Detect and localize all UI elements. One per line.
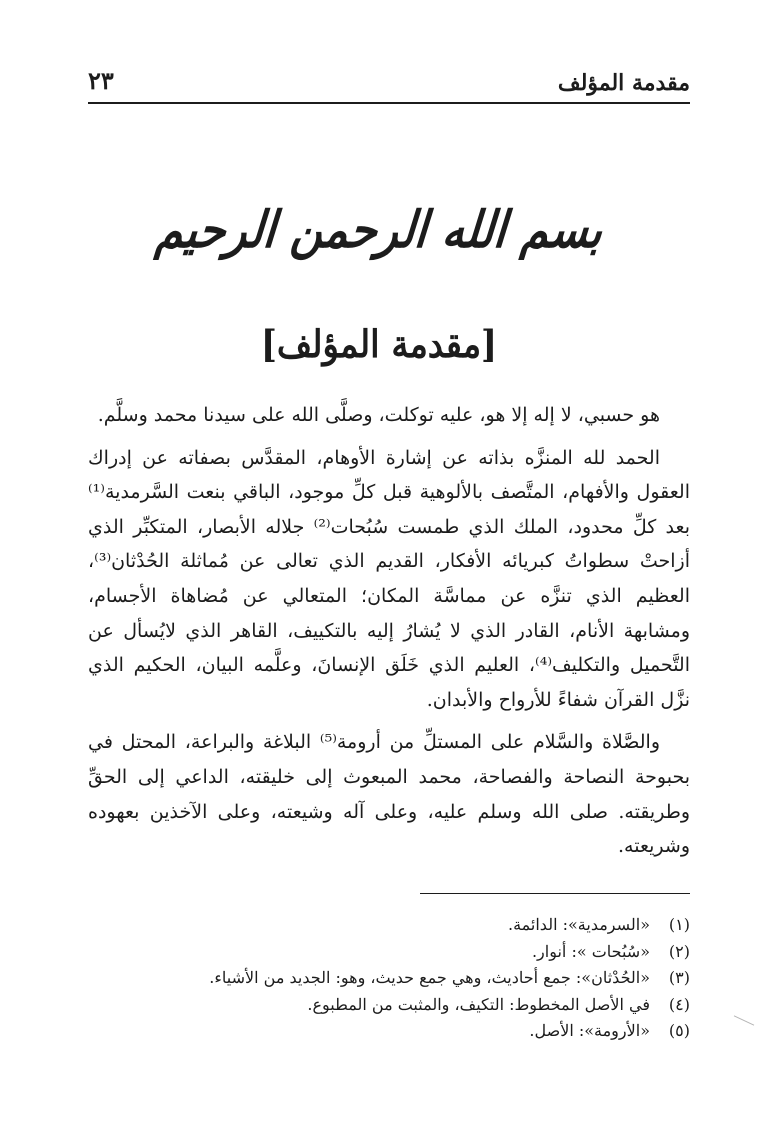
footnote-separator bbox=[420, 893, 690, 894]
footnote bbox=[88, 992, 690, 1019]
footnote bbox=[88, 912, 690, 939]
footnote-text: «الحُدْثان»: جمع أحاديث، وهي جمع حديث، وهو: الجديد من الأشياء. bbox=[209, 968, 650, 988]
footnote-text: «السرمدية»: الدائمة. bbox=[507, 915, 650, 934]
paragraph: هو حسبي، لا إله إلا هو، عليه توكلت، وصلَّى الله على سيدنا محمد وسلَّم. bbox=[97, 404, 660, 426]
body-text bbox=[88, 398, 690, 872]
paragraph: الحمد لله المنزَّه بذاته عن إشارة الأوهام، المقدَّس بصفاته عن إدراك العقول والأفهام، المتَّصف بالألوهية قبل كلِّ موجود، الباقي بنعت السَّرمدية⁽¹⁾ بعد كلِّ محدود، الملك الذي طمست سُبُحات⁽²⁾ جلاله الأبصار، المتكبِّر الذي أزاحتْ سطواتُ كبريائه الأفكار، القديم الذي تعالى عن مُماثلة الحُدْثان⁽³⁾، العظيم الذي تنزَّه عن مماسَّة المكان؛ المتعالي عن مُضاهاة الأجسام، ومشابهة الأنام، القادر الذي لا يُشارُ إليه بالتكييف، القاهر الذي لايُسأل عن التَّحميل والتكليف⁽⁴⁾، العليم الذي خَلَق الإنسانَ، وعلَّمه البيان، الحكيم الذي نزَّل القرآن شفاءً للأرواح والأبدان. bbox=[88, 446, 690, 711]
footnote-text: «الأرومة»: الأصل. bbox=[529, 1021, 650, 1041]
page-header bbox=[88, 62, 690, 102]
running-title: مقدمة المؤلف bbox=[557, 70, 690, 96]
footnote-text: «سُبُحات »: أنوار. bbox=[531, 941, 650, 961]
section-title: [مقدمة المؤلف] bbox=[260, 323, 498, 367]
paragraph: والصَّلاة والسَّلام على المستلِّ من أرومة⁽⁵⁾ البلاغة والبراعة، المحتل في بحبوحة النصاحة والفصاحة، محمد المبعوث إلى خليقته، الداعي إلى الحقِّ وطريقته. صلى الله وسلم عليه، وعلى آله وشيعته، وعلى الآخذين بعهوده وشريعته. bbox=[88, 731, 690, 858]
basmala-calligraphy: بسم الله الرحمن الرحيم bbox=[153, 201, 605, 260]
footnote bbox=[88, 939, 690, 966]
footnote bbox=[88, 1018, 690, 1045]
footnote-number: (٤) bbox=[668, 994, 690, 1014]
scan-margin-mark bbox=[734, 1015, 754, 1025]
footnote bbox=[88, 965, 690, 992]
section-title-block bbox=[0, 325, 758, 365]
page-number: ٢٣ bbox=[88, 66, 114, 95]
basmala-block bbox=[0, 201, 758, 260]
footnotes bbox=[88, 912, 690, 1045]
footnote-number: (٢) bbox=[668, 941, 690, 961]
footnote-text: في الأصل المخطوط: التكيف، والمثبت من المطبوع. bbox=[307, 994, 650, 1014]
header-rule bbox=[88, 102, 690, 104]
footnote-number: (١) bbox=[668, 915, 690, 934]
footnote-number: (٥) bbox=[668, 1021, 690, 1041]
footnote-number: (٣) bbox=[668, 968, 690, 988]
